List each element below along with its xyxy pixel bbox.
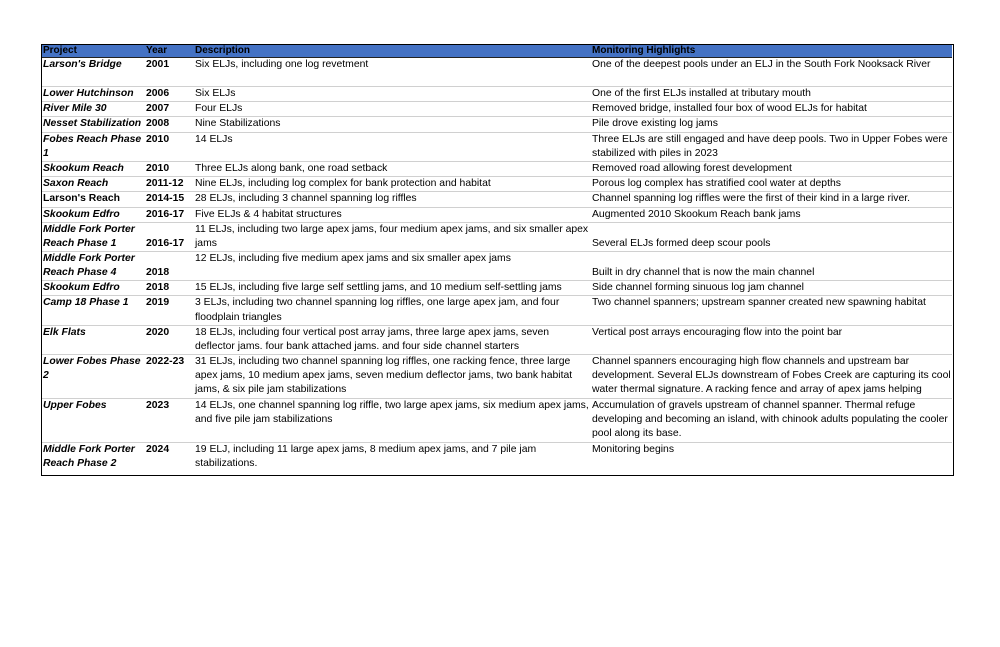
table-row — [42, 192, 952, 207]
project-cell — [42, 222, 145, 251]
project-cell-text: Middle Fork Porter Reach Phase 1 — [43, 223, 135, 250]
monitoring-cell: Monitoring begins — [591, 442, 952, 476]
project-cell: Larson's Reach — [42, 192, 145, 207]
monitoring-cell: Three ELJs are still engaged and have deep pools. Two in Upper Fobes were stabilized with piles in 2023 — [591, 132, 952, 161]
table-row — [42, 132, 952, 161]
table-row — [42, 207, 952, 222]
description-cell: Five ELJs & 4 habitat structures — [194, 207, 591, 222]
year-cell — [145, 252, 194, 281]
table-row — [42, 162, 952, 177]
year-cell: 2010 — [145, 162, 194, 177]
monitoring-cell: One of the first ELJs installed at tributary mouth — [591, 87, 952, 102]
project-cell: River Mile 30 — [42, 102, 145, 117]
description-cell: 19 ELJ, including 11 large apex jams, 8 medium apex jams, and 7 pile jam stabilizations. — [194, 442, 591, 476]
monitoring-cell: Accumulation of gravels upstream of channel spanner. Thermal refuge developing and becoming an island, with chinook adults populating the cooler pool along its base. — [591, 398, 952, 442]
year-cell — [145, 222, 194, 251]
table-row — [42, 325, 952, 354]
description-cell: 15 ELJs, including five large self settling jams, and 10 medium self-settling jams — [194, 281, 591, 296]
year-cell: 2022-23 — [145, 354, 194, 398]
year-cell: 2023 — [145, 398, 194, 442]
header-description: Description — [194, 45, 591, 58]
project-cell: Skookum Reach — [42, 162, 145, 177]
year-cell: 2001 — [145, 58, 194, 87]
project-cell: Lower Hutchinson — [42, 87, 145, 102]
monitoring-cell: Porous log complex has stratified cool water at depths — [591, 177, 952, 192]
year-cell: 2024 — [145, 442, 194, 476]
table-row — [42, 117, 952, 132]
year-cell: 2019 — [145, 296, 194, 325]
project-cell: Saxon Reach — [42, 177, 145, 192]
monitoring-cell: Channel spanning log riffles were the first of their kind in a large river. — [591, 192, 952, 207]
monitoring-cell: Removed bridge, installed four box of wood ELJs for habitat — [591, 102, 952, 117]
project-cell: Skookum Edfro — [42, 207, 145, 222]
monitoring-cell: Side channel forming sinuous log jam channel — [591, 281, 952, 296]
table-row — [42, 102, 952, 117]
monitoring-cell-text: Built in dry channel that is now the main channel — [592, 267, 815, 279]
table-row — [42, 354, 952, 398]
table-row — [42, 58, 952, 87]
description-cell: Four ELJs — [194, 102, 591, 117]
description-cell: 11 ELJs, including two large apex jams, four medium apex jams, and six smaller apex jams — [194, 222, 591, 251]
year-cell: 2014-15 — [145, 192, 194, 207]
description-cell: 28 ELJs, including 3 channel spanning log riffles — [194, 192, 591, 207]
year-cell: 2010 — [145, 132, 194, 161]
table-row — [42, 398, 952, 442]
monitoring-cell: Pile drove existing log jams — [591, 117, 952, 132]
monitoring-cell — [591, 222, 952, 251]
description-cell: Three ELJs along bank, one road setback — [194, 162, 591, 177]
project-cell: Middle Fork Porter Reach Phase 2 — [42, 442, 145, 476]
year-cell: 2018 — [145, 281, 194, 296]
project-cell: Nesset Stabilization — [42, 117, 145, 132]
description-cell: Nine Stabilizations — [194, 117, 591, 132]
year-cell: 2006 — [145, 87, 194, 102]
project-cell — [42, 252, 145, 281]
project-table-sheet — [41, 44, 954, 476]
monitoring-cell: Two channel spanners; upstream spanner created new spawning habitat — [591, 296, 952, 325]
monitoring-cell: Removed road allowing forest development — [591, 162, 952, 177]
project-cell: Fobes Reach Phase 1 — [42, 132, 145, 161]
monitoring-cell: Augmented 2010 Skookum Reach bank jams — [591, 207, 952, 222]
table-header-row — [42, 45, 952, 58]
header-year: Year — [145, 45, 194, 58]
description-cell: Six ELJs — [194, 87, 591, 102]
project-cell: Upper Fobes — [42, 398, 145, 442]
table-row — [42, 87, 952, 102]
year-cell-text: 2016-17 — [146, 238, 185, 250]
monitoring-cell — [591, 354, 952, 398]
year-cell: 2008 — [145, 117, 194, 132]
monitoring-cell-text: Several ELJs formed deep scour pools — [592, 238, 771, 250]
description-cell — [194, 325, 591, 354]
monitoring-cell — [591, 252, 952, 281]
year-cell: 2011-12 — [145, 177, 194, 192]
monitoring-cell-text: Channel spanners encouraging high flow channels and upstream bar development. Several ELJs downstream of Fobes Creek are capturing its cool water thermal signature. A racking fence and array of apex jams helping — [592, 355, 951, 396]
project-cell: Lower Fobes Phase 2 — [42, 354, 145, 398]
header-monitoring: Monitoring Highlights — [591, 45, 952, 58]
table-row — [42, 252, 952, 281]
description-cell: 12 ELJs, including five medium apex jams and six smaller apex jams — [194, 252, 591, 281]
description-cell: Nine ELJs, including log complex for bank protection and habitat — [194, 177, 591, 192]
project-cell: Skookum Edfro — [42, 281, 145, 296]
year-cell: 2016-17 — [145, 207, 194, 222]
table-row — [42, 442, 952, 476]
description-cell: 14 ELJs, one channel spanning log riffle, two large apex jams, six medium apex jams, and five pile jam stabilizations — [194, 398, 591, 442]
project-cell: Larson's Bridge — [42, 58, 145, 87]
monitoring-cell: Vertical post arrays encouraging flow into the point bar — [591, 325, 952, 354]
monitoring-cell: One of the deepest pools under an ELJ in the South Fork Nooksack River — [591, 58, 952, 87]
description-cell-text: 18 ELJs, including four vertical post array jams, three large apex jams, seven deflector jams. four bank attached jams. and four side channel starters — [195, 326, 550, 353]
project-table — [42, 45, 952, 476]
description-cell: 14 ELJs — [194, 132, 591, 161]
table-row — [42, 222, 952, 251]
table-row — [42, 281, 952, 296]
description-cell: 3 ELJs, including two channel spanning log riffles, one large apex jam, and four floodplain triangles — [194, 296, 591, 325]
description-cell: Six ELJs, including one log revetment — [194, 58, 591, 87]
project-cell: Elk Flats — [42, 325, 145, 354]
project-cell-text: Middle Fork Porter Reach Phase 4 — [43, 253, 135, 279]
description-cell: 31 ELJs, including two channel spanning log riffles, one racking fence, three large apex jams, 10 medium apex jams, seven medium deflector jams, two bank habitat jams, & six pile jam stabilizations — [194, 354, 591, 398]
year-cell: 2020 — [145, 325, 194, 354]
header-project: Project — [42, 45, 145, 58]
year-cell: 2007 — [145, 102, 194, 117]
table-row — [42, 296, 952, 325]
table-row — [42, 177, 952, 192]
year-cell-text: 2018 — [146, 267, 170, 279]
project-cell: Camp 18 Phase 1 — [42, 296, 145, 325]
